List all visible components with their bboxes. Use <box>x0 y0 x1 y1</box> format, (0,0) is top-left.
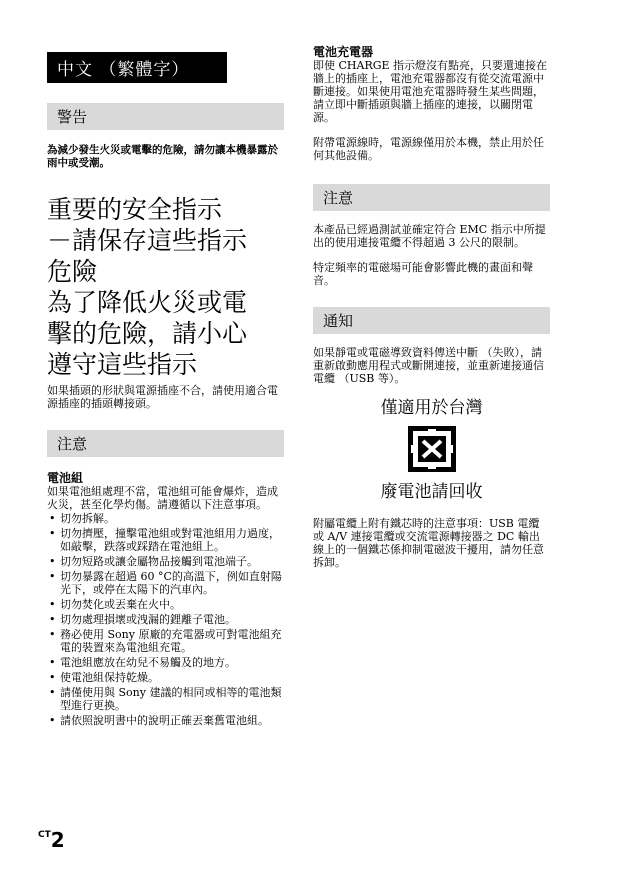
taiwan-only-label: 僅適用於台灣 <box>380 398 483 418</box>
title-line: 擊的危險，請小心 <box>47 319 248 348</box>
charger-heading: 電池充電器 <box>313 45 374 59</box>
list-item: • 使電池組保持乾燥。 <box>47 671 284 684</box>
list-item: • 切勿拆解。 <box>47 512 284 525</box>
list-item: • 請僅使用與 Sony 建議的相同或相等的電池類型進行更換。 <box>47 686 284 712</box>
emc-text: 本產品已經過測試並確定符合 EMC 指示中所提出的使用連接電纜不得超過 3 公尺的限制。 <box>313 223 546 249</box>
notice-heading: 通知 <box>313 307 550 334</box>
title-line: 危險 <box>47 257 98 286</box>
title-line: 重要的安全指示 <box>47 195 223 224</box>
plug-text: 如果插頭的形狀與電源插座不合，請使用適合電源插座的插頭轉接頭。 <box>47 384 278 410</box>
safety-title <box>47 194 284 380</box>
list-item: • 切勿暴露在超過 60 °C的高溫下，例如直射陽光下，或停在太陽下的汽車內。 <box>47 570 284 596</box>
caution-heading-left: 注意 <box>47 430 284 457</box>
list-item: • 務必使用 Sony 原廠的充電器或可對電池組充電的裝置來為電池組充電。 <box>47 628 284 654</box>
charger-text: 即使 CHARGE 指示燈沒有點亮，只要還連接在牆上的插座上，電池充電器都沒有從交流電源中斷連接。如果使用電池充電器時發生某些問題，請立即中斷插頭與牆上插座的連接，以關閉電源。 <box>313 59 548 124</box>
battery-recycle-icon <box>407 425 457 473</box>
power-cord-text: 附帶電源線時，電源線僅用於本機，禁止用於任何其他設備。 <box>313 136 544 162</box>
ferrite-text: 附屬電纜上附有鐵芯時的注意事項：USB 電纜或 A/V 連接電纜或交流電源轉接器之 DC 輸出線上的一個鐵芯係抑制電磁波干擾用，請勿任意拆卸。 <box>313 517 544 569</box>
caution-heading-right: 注意 <box>313 184 550 211</box>
battery-intro: 如果電池組處理不當，電池組可能會爆炸，造成火災，甚至化學灼傷。請遵循以下注意事項。 <box>47 485 278 511</box>
taiwan-recycle-block <box>313 397 550 503</box>
list-item: • 電池組應放在幼兒不易觸及的地方。 <box>47 656 284 669</box>
recycle-label: 廢電池請回收 <box>380 482 483 502</box>
list-item: • 切勿短路或讓金屬物品接觸到電池端子。 <box>47 555 284 568</box>
right-column <box>313 45 550 569</box>
language-label: 中文 （繁體字） <box>47 52 227 83</box>
title-line: －請保存這些指示 <box>47 226 248 255</box>
list-item: • 切勿處理損壞或洩漏的鋰離子電池。 <box>47 613 284 626</box>
frequency-text: 特定頻率的電磁場可能會影響此機的畫面和聲音。 <box>313 261 533 287</box>
list-item: • 切勿擠壓，撞擊電池組或對電池組用力過度，如敲擊，跌落或踩踏在電池組上。 <box>47 527 284 553</box>
battery-heading: 電池組 <box>47 471 84 485</box>
title-line: 為了降低火災或電 <box>47 288 248 317</box>
page-digit: 2 <box>50 828 65 852</box>
list-item: • 切勿焚化或丟棄在火中。 <box>47 598 284 611</box>
battery-list <box>47 512 284 727</box>
notice-text: 如果靜電或電磁導致資料傳送中斷 （失敗），請重新啟動應用程式或斷開連接，並重新連接通信電纜 （USB 等）。 <box>313 346 544 385</box>
warning-text: 為減少發生火災或電擊的危險，請勿讓本機暴露於雨中或受潮。 <box>47 144 278 169</box>
warning-heading: 警告 <box>47 103 284 130</box>
left-column <box>47 52 284 729</box>
page-number <box>38 828 65 852</box>
title-line: 遵守這些指示 <box>47 350 198 379</box>
page-prefix: CT <box>38 830 51 840</box>
list-item: • 請依照說明書中的說明正確丟棄舊電池組。 <box>47 714 284 727</box>
